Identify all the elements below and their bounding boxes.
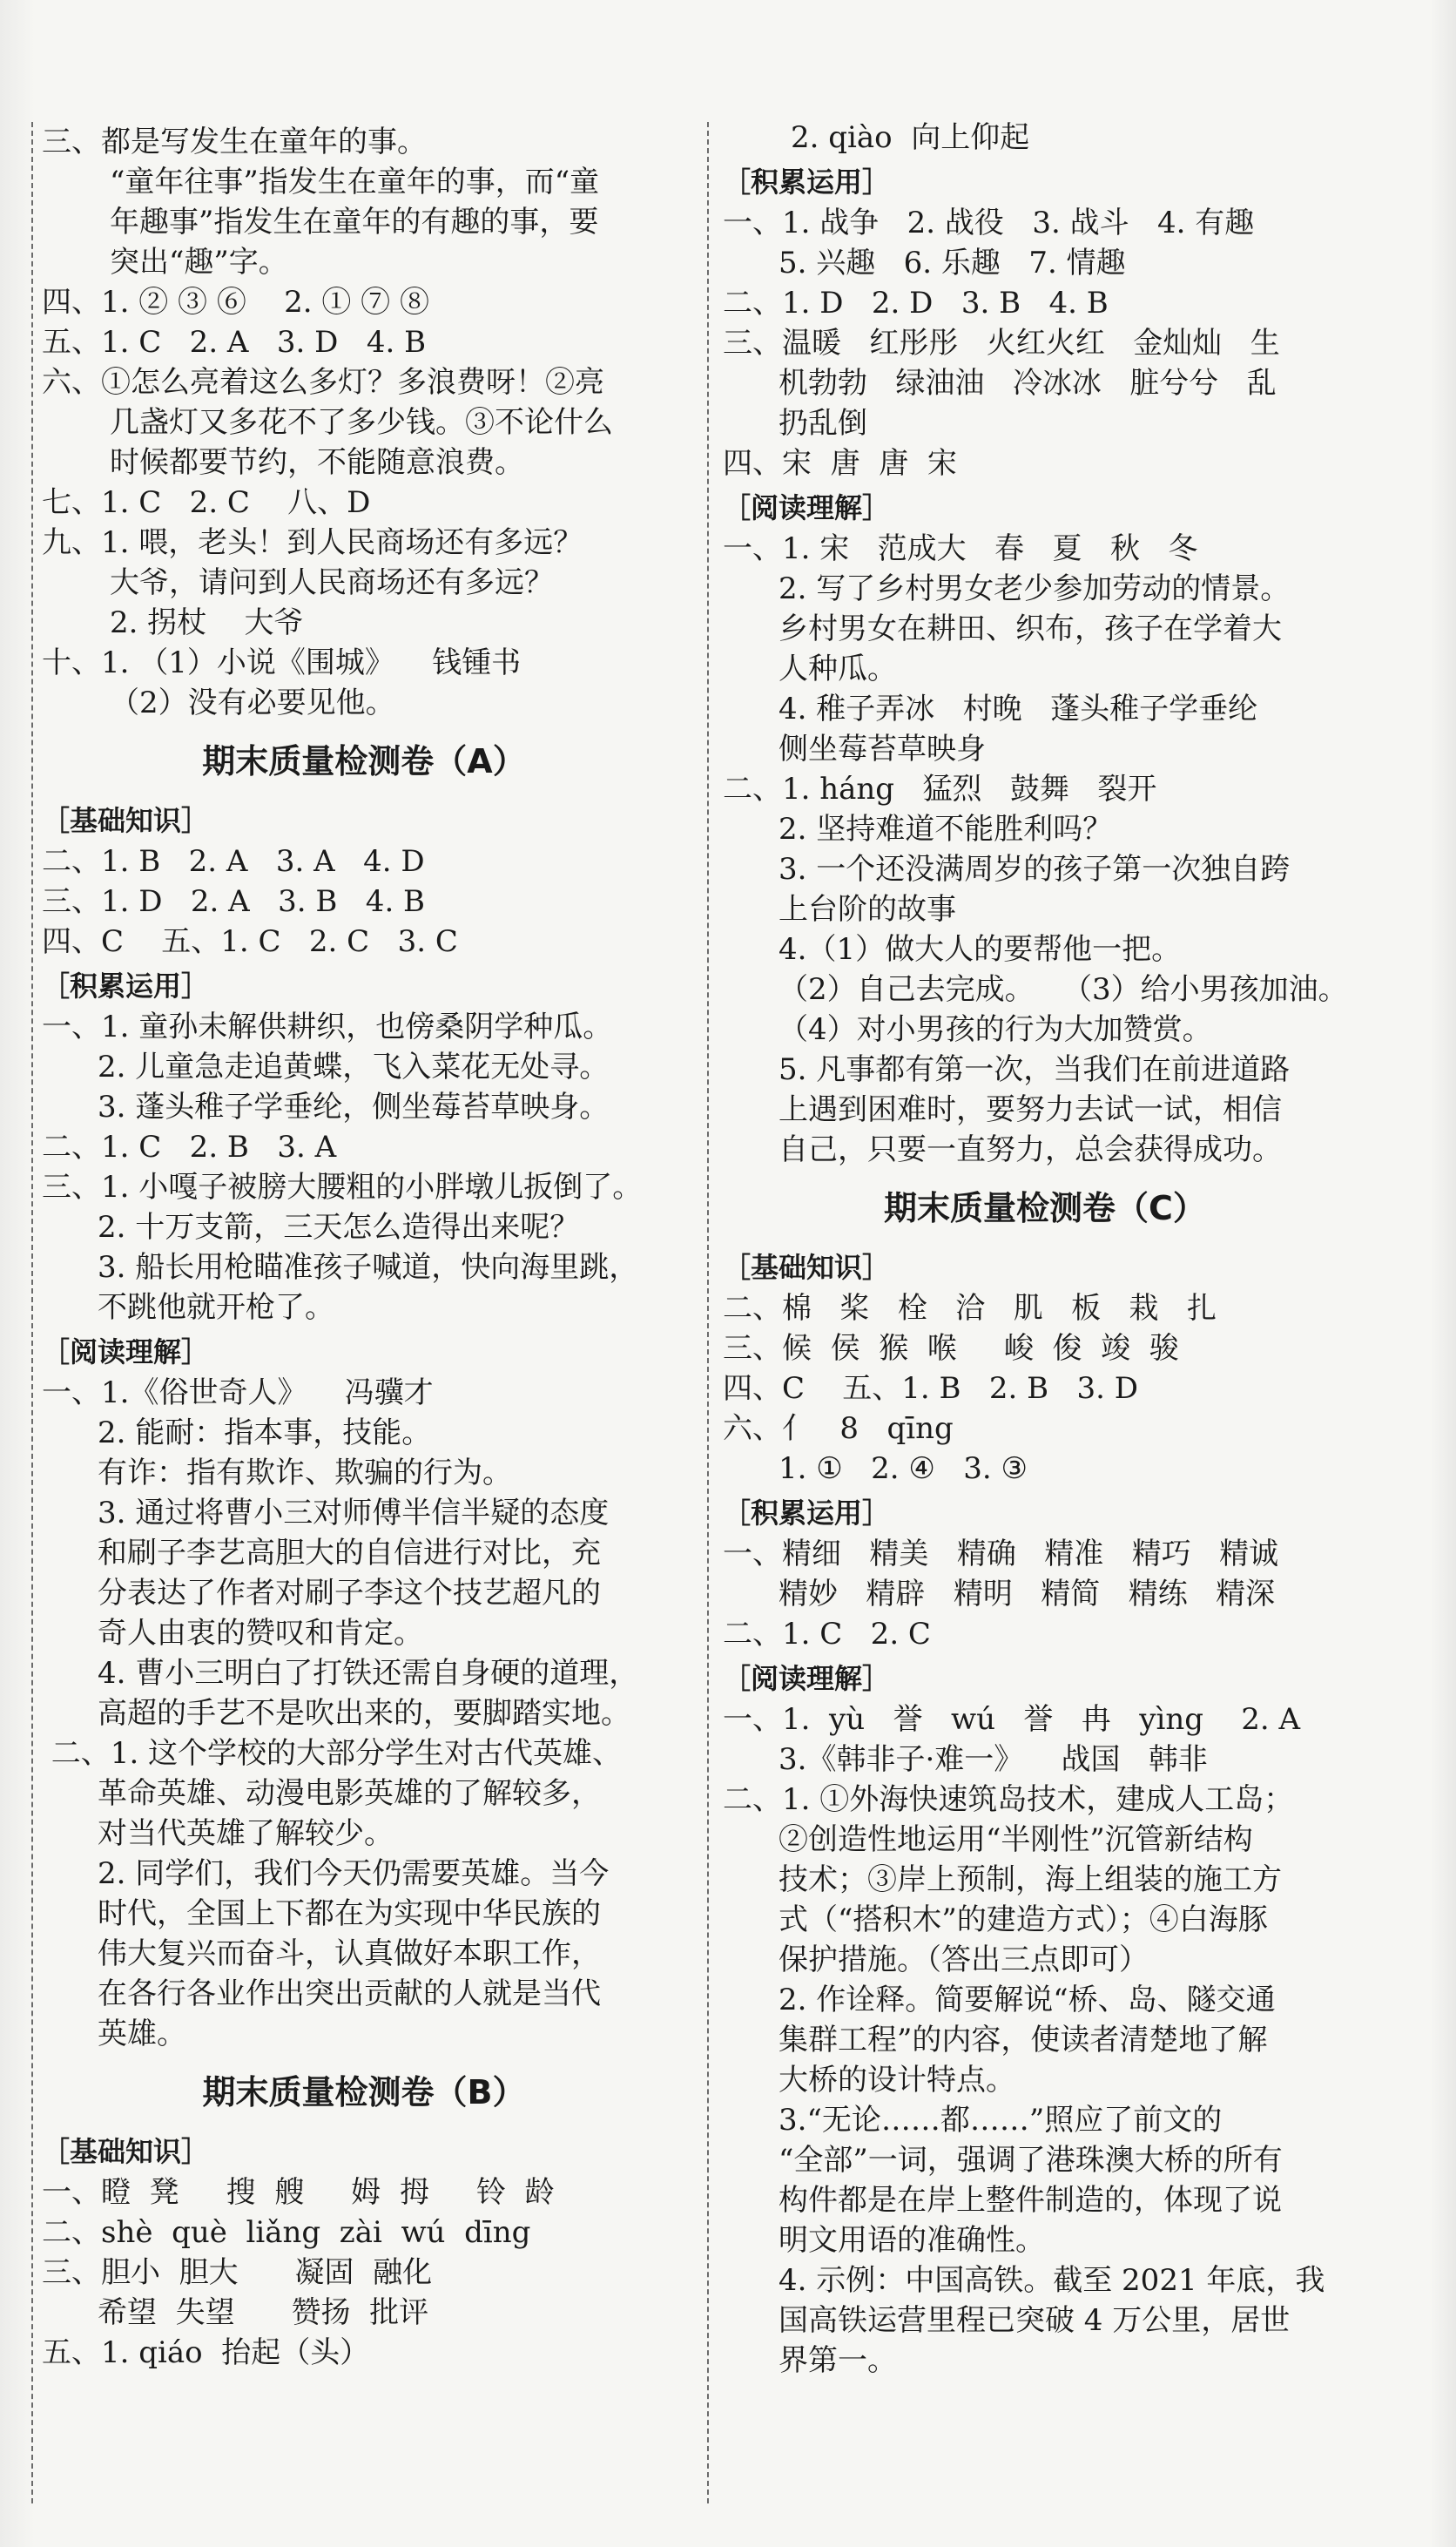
answer-column-right [723, 118, 1367, 2381]
answer-line: 英雄。 [98, 2017, 186, 2051]
answer-line: 界第一。 [779, 2343, 897, 2378]
section-subheading: ［基础知识］ [723, 1251, 891, 1284]
answer-line: 二、1. háng 猛烈 鼓舞 裂开 [723, 772, 1157, 807]
answer-line: 2. 儿童急走追黄蝶，飞入菜花无处寻。 [98, 1050, 610, 1084]
answer-line: 革命英雄、动漫电影英雄的了解较多， [98, 1776, 601, 1811]
answer-line: 机勃勃 绿油油 冷冰冰 脏兮兮 乱 [779, 366, 1277, 401]
left-binding-line [31, 122, 33, 2503]
answer-line: 3. 蓬头稚子学垂纶，侧坐莓苔草映身。 [98, 1090, 610, 1125]
answer-line: 十、1. （1）小说《围城》 钱锺书 [42, 645, 522, 680]
answer-line: 四、1. ② ③ ⑥ 2. ① ⑦ ⑧ [42, 285, 429, 320]
section-subheading: ［积累运用］ [723, 1496, 891, 1530]
answer-line: 大爷，请问到人民商场还有多远？ [110, 565, 554, 600]
answer-line: 5. 兴趣 6. 乐趣 7. 情趣 [779, 246, 1126, 280]
answer-line: 时候都要节约，不能随意浪费。 [110, 445, 524, 480]
answer-line: 3.《韩非子·难一》 战国 韩非 [779, 1742, 1208, 1777]
answer-line: 一、1. yù 誉 wú 誉 冉 yìng 2. A [723, 1702, 1301, 1737]
answer-line: 五、1. C 2. A 3. D 4. B [42, 325, 427, 360]
answer-line: 自己，只要一直努力，总会获得成功。 [779, 1132, 1282, 1167]
answer-line: 二、1. C 2. C [723, 1617, 931, 1652]
answer-line: 五、1. qiáo 抬起（头） [42, 2335, 370, 2370]
answer-line: 2. 同学们，我们今天仍需要英雄。当今 [98, 1856, 610, 1891]
column-divider [707, 122, 709, 2503]
answer-line: 在各行各业作出突出贡献的人就是当代 [98, 1976, 601, 2011]
answer-line: ②创造性地运用“半刚性”沉管新结构 [779, 1822, 1253, 1857]
answer-column-left [42, 122, 686, 2373]
answer-line: 3.“无论……都……”照应了前文的 [779, 2103, 1223, 2138]
answer-line: 4. 曹小三明白了打铁还需自身硬的道理， [98, 1656, 639, 1691]
answer-line: 二、1. 这个学校的大部分学生对古代英雄、 [42, 1736, 623, 1771]
answer-line: 几盏灯又多花不了多少钱。③不论什么 [110, 405, 613, 440]
answer-line: 四、C 五、1. C 2. C 3. C [42, 924, 458, 959]
section-subheading: ［积累运用］ [42, 969, 210, 1003]
answer-line: “全部”一词，强调了港珠澳大桥的所有 [779, 2143, 1283, 2178]
answer-line: 2. 坚持难道不能胜利吗？ [779, 812, 1113, 847]
answer-line: 3. 一个还没满周岁的孩子第一次独自跨 [779, 852, 1291, 887]
section-subheading: ［阅读理解］ [42, 1335, 210, 1368]
answer-line: 三、胆小 胆大 凝固 融化 [42, 2255, 433, 2290]
answer-line: 三、1. 小嘎子被膀大腰粗的小胖墩儿扳倒了。 [42, 1170, 643, 1205]
answer-line: 2. 作诠释。简要解说“桥、岛、隧交通 [779, 1983, 1276, 2017]
answer-line: 三、都是写发生在童年的事。 [42, 125, 427, 159]
answer-line: 六、①怎么亮着这么多灯？多浪费呀！②亮 [42, 365, 604, 400]
answer-line: 七、1. C 2. C 八、D [42, 485, 371, 520]
section-title: 期末质量检测卷（B） [202, 2073, 526, 2111]
answer-line: 2. 拐杖 大爷 [110, 605, 304, 640]
answer-line: 4.（1）做大人的要帮他一把。 [779, 932, 1182, 967]
answer-line: 技术；③岸上预制，海上组装的施工方 [779, 1862, 1282, 1897]
answer-line: 一、1. 童孙未解供耕织，也傍桑阴学种瓜。 [42, 1010, 613, 1044]
answer-line: 构件都是在岸上整件制造的，体现了说 [779, 2183, 1282, 2218]
answer-line: 四、宋 唐 唐 宋 [723, 446, 957, 481]
answer-line: 上遇到困难时，要努力去试一试，相信 [779, 1092, 1282, 1127]
answer-line: 九、1. 喂，老头！到人民商场还有多远？ [42, 525, 583, 560]
answer-line: 2. 能耐：指本事，技能。 [98, 1415, 432, 1450]
answer-line: 二、棉 桨 栓 洽 肌 板 栽 扎 [723, 1291, 1217, 1326]
answer-line: 一、1. 战争 2. 战役 3. 战斗 4. 有趣 [723, 206, 1255, 240]
answer-line: （4）对小男孩的行为大加赞赏。 [779, 1012, 1212, 1047]
answer-line: 一、1. 宋 范成大 春 夏 秋 冬 [723, 531, 1198, 566]
answer-line: 二、shè què liǎng zài wú dīng [42, 2215, 531, 2250]
answer-line: 三、温暖 红彤彤 火红火红 金灿灿 生 [723, 326, 1280, 361]
section-title: 期末质量检测卷（C） [884, 1189, 1206, 1227]
answer-line: 三、1. D 2. A 3. B 4. B [42, 884, 426, 919]
answer-line: 集群工程”的内容，使读者清楚地了解 [779, 2023, 1268, 2057]
answer-line: 5. 凡事都有第一次，当我们在前进道路 [779, 1052, 1291, 1087]
page-left-margin [0, 0, 35, 2547]
answer-line: 扔乱倒 [779, 406, 867, 441]
answer-line: （2）没有必要见他。 [110, 686, 395, 720]
answer-line: 2. 写了乡村男女老少参加劳动的情景。 [779, 571, 1291, 606]
answer-line: 二、1. ①外海快速筑岛技术，建成人工岛； [723, 1782, 1294, 1817]
section-subheading: ［基础知识］ [42, 804, 210, 837]
answer-line: 四、C 五、1. B 2. B 3. D [723, 1371, 1139, 1406]
answer-line: （2）自己去完成。 （3）给小男孩加油。 [779, 972, 1348, 1007]
answer-line: 大桥的设计特点。 [779, 2063, 1015, 2098]
section-title: 期末质量检测卷（A） [202, 742, 526, 780]
answer-line: 突出“趣”字。 [110, 245, 288, 280]
answer-line: 国高铁运营里程已突破 4 万公里，居世 [779, 2303, 1291, 2338]
section-subheading: ［基础知识］ [42, 2135, 210, 2168]
answer-line: 3. 船长用枪瞄准孩子喊道，快向海里跳， [98, 1250, 639, 1285]
answer-line: 人种瓜。 [779, 652, 897, 686]
answer-line: 年趣事”指发生在童年的有趣的事，要 [110, 205, 599, 240]
page-right-edge [1430, 0, 1456, 2547]
answer-line: 乡村男女在耕田、织布，孩子在学着大 [779, 611, 1282, 646]
answer-line: 2. 十万支箭，三天怎么造得出来呢？ [98, 1210, 580, 1245]
answer-line: 式（“搭积木”的建造方式）；④白海豚 [779, 1902, 1268, 1937]
answer-line: 上台阶的故事 [779, 892, 956, 927]
answer-line: 2. qiào 向上仰起 [791, 120, 1030, 155]
section-subheading: ［阅读理解］ [723, 1662, 891, 1695]
answer-line: 保护措施。（答出三点即可） [779, 1942, 1149, 1977]
answer-line: 侧坐莓苔草映身 [779, 732, 986, 767]
answer-line: “童年往事”指发生在童年的事，而“童 [110, 165, 600, 199]
answer-line: 1. ① 2. ④ 3. ③ [779, 1451, 1028, 1486]
section-subheading: ［阅读理解］ [723, 491, 891, 524]
answer-line: 高超的手艺不是吹出来的，要脚踏实地。 [98, 1696, 630, 1731]
answer-line: 一、精细 精美 精确 精准 精巧 精诚 [723, 1537, 1279, 1571]
answer-line: 有诈：指有欺诈、欺骗的行为。 [98, 1456, 512, 1490]
answer-line: 4. 稚子弄冰 村晚 蓬头稚子学垂纶 [779, 692, 1258, 726]
answer-line: 希望 失望 赞扬 批评 [98, 2295, 429, 2330]
answer-line: 明文用语的准确性。 [779, 2223, 1045, 2258]
answer-line: 精妙 精辟 精明 精简 精练 精深 [779, 1577, 1276, 1611]
answer-line: 二、1. D 2. D 3. B 4. B [723, 286, 1109, 321]
answer-line: 二、1. C 2. B 3. A [42, 1130, 337, 1165]
answer-line: 不跳他就开枪了。 [98, 1290, 334, 1325]
answer-line: 4. 示例：中国高铁。截至 2021 年底，我 [779, 2263, 1325, 2298]
answer-line: 奇人由衷的赞叹和肯定。 [98, 1616, 423, 1651]
answer-line: 3. 通过将曹小三对师傅半信半疑的态度 [98, 1496, 610, 1530]
answer-line: 对当代英雄了解较少。 [98, 1816, 394, 1851]
answer-line: 二、1. B 2. A 3. A 4. D [42, 844, 425, 879]
answer-line: 一、瞪 凳 搜 艘 姆 拇 铃 龄 [42, 2175, 555, 2210]
answer-line: 六、亻 8 qīng [723, 1411, 954, 1446]
answer-line: 三、候 侯 猴 喉 峻 俊 竣 骏 [723, 1331, 1179, 1366]
section-subheading: ［积累运用］ [723, 166, 891, 199]
answer-line: 分表达了作者对刷子李这个技艺超凡的 [98, 1576, 601, 1611]
answer-line: 和刷子李艺高胆大的自信进行对比，充 [98, 1536, 601, 1571]
answer-line: 伟大复兴而奋斗，认真做好本职工作， [98, 1936, 601, 1971]
answer-line: 时代，全国上下都在为实现中华民族的 [98, 1896, 601, 1931]
answer-line: 一、1.《俗世奇人》 冯骥才 [42, 1375, 434, 1410]
